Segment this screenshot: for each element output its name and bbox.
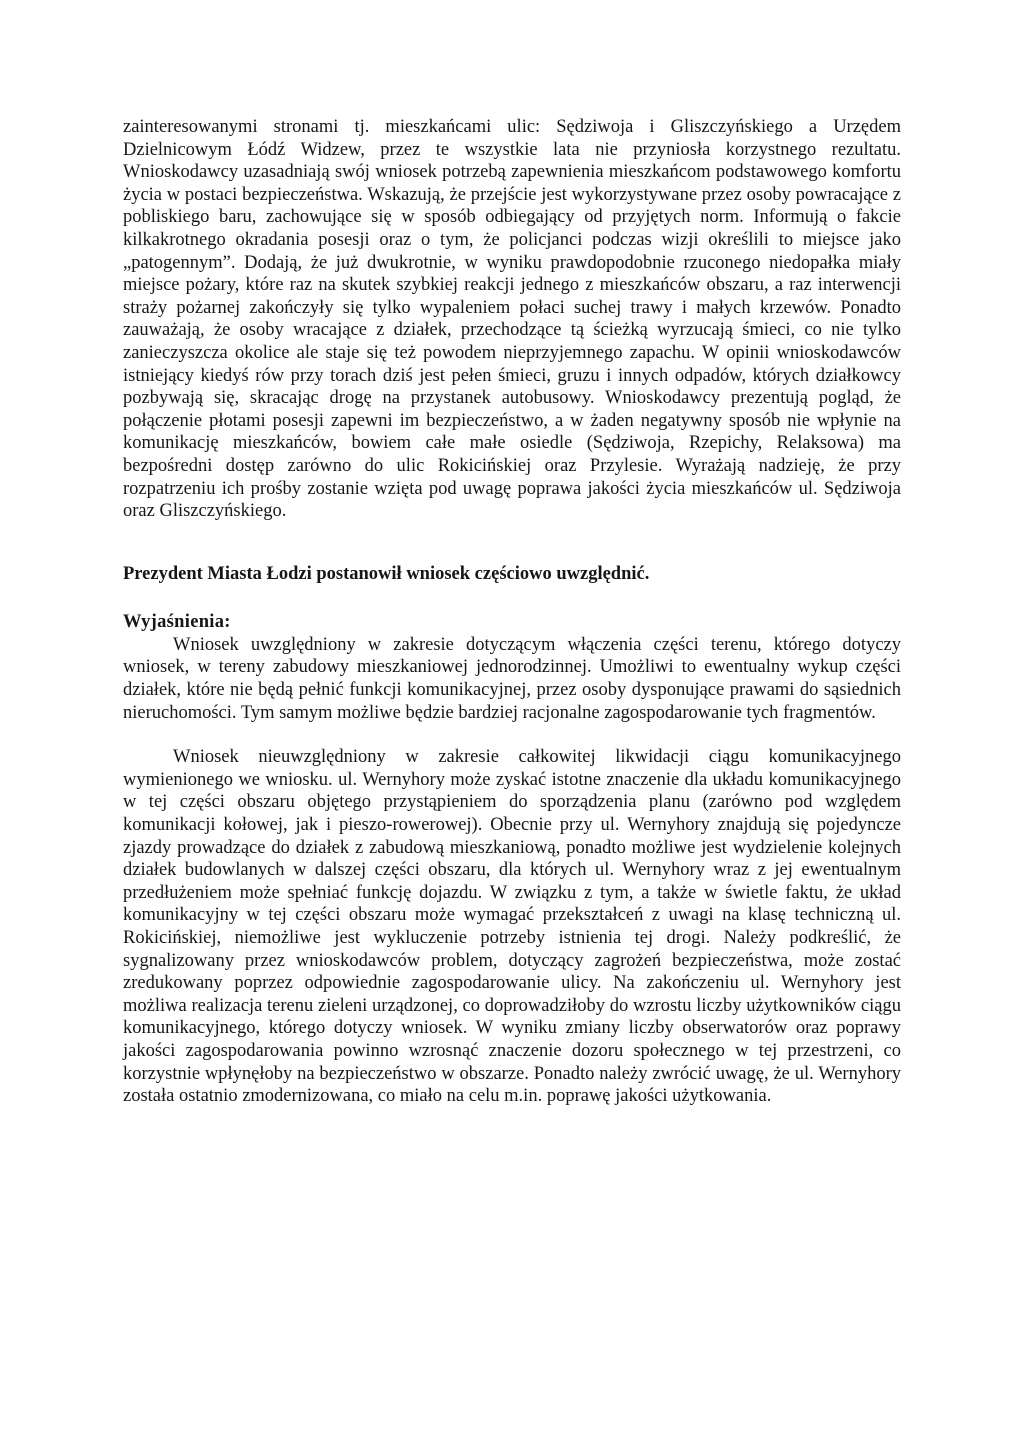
document-body [123, 116, 901, 1108]
decision-statement: Prezydent Miasta Łodzi postanowił wniosek częściowo uwzględnić. [123, 563, 650, 584]
explanation-paragraph-accepted: Wniosek uwzględniony w zakresie dotyczącym włączenia części terenu, którego dotyczy wniosek, w tereny zabudowy mieszkaniowej jednorodzinnej. Umożliwi to ewentualny wykup części działek, które nie będą pełnić funkcji komunikacyjnej, przez osoby dysponujące prawami do sąsiednich nieruchomości. Tym samym możliwe będzie bardziej racjonalne zagospodarowanie tych fragmentów. [123, 634, 901, 723]
explanations-heading: Wyjaśnienia: [123, 612, 231, 633]
explanation-paragraph-rejected: Wniosek nieuwzględniony w zakresie całkowitej likwidacji ciągu komunikacyjnego wymienionego we wniosku. ul. Wernyhory może zyskać istotne znaczenie dla układu komunikacyjnego w tej części obszaru objętego przystąpieniem do sporządzenia planu (zarówno pod względem komunikacji kołowej, jak i pieszo-rowerowej). Obecnie przy ul. Wernyhory znajdują się pojedyncze zjazdy prowadzące do działek z zabudową mieszkaniową, ponadto możliwe jest wydzielenie kolejnych działek budowlanych w dalszej części obszaru, dla których ul. Wernyhory wraz z jej ewentualnym przedłużeniem może spełniać funkcję dojazdu. W związku z tym, a także w świetle faktu, że układ komunikacyjny w tej części obszaru może wymagać przekształceń z uwagi na klasę techniczną ul. Rokicińskiej, niemożliwe jest wykluczenie potrzeby istnienia tej drogi. Należy podkreślić, że sygnalizowany przez wnioskodawców problem, dotyczący zagrożeń bezpieczeństwa, może zostać zredukowany poprzez odpowiednie zagospodarowanie ulicy. Na zakończeniu ul. Wernyhory jest możliwa realizacja terenu zieleni urządzonej, co doprowadziłoby do wzrostu liczby użytkowników ciągu komunikacyjnego, którego dotyczy wniosek. W wyniku zmiany liczby obserwatorów oraz poprawy jakości zagospodarowania powinno wzrosnąć znaczenie dozoru społecznego w tej przestrzeni, co korzystnie wpłynęłoby na bezpieczeństwo w obszarze. Ponadto należy zwrócić uwagę, że ul. Wernyhory została ostatnio zmodernizowana, co miało na celu m.in. poprawę jakości użytkowania. [123, 747, 901, 1107]
intro-paragraph: zainteresowanymi stronami tj. mieszkańcami ulic: Sędziwoja i Gliszczyńskiego a Urzędem Dzielnicowym Łódź Widzew, przez te wszystkie lata nie przyniosła korzystnego rezultatu. Wnioskodawcy uzasadniają swój wniosek potrzebą zapewnienia mieszkańcom podstawowego komfortu życia w postaci bezpieczeństwa. Wskazują, że przejście jest wykorzystywane przez osoby powracające z pobliskiego baru, zachowujące się w sposób odbiegający od przyjętych norm. Informują o fakcie kilkakrotnego okradania posesji oraz o tym, że policjanci podczas wizji określili to miejsce jako „patogennym”. Dodają, że już dwukrotnie, w wyniku prawdopodobnie rzuconego niedopałka miały miejsce pożary, które raz na skutek szybkiej reakcji jednego z mieszkańców obszaru, a raz interwencji straży pożarnej zakończyły się tylko wypaleniem połaci suchej trawy i małych krzewów. Ponadto zauważają, że osoby wracające z działek, przechodzące tą ścieżką wyrzucają śmieci, co nie tylko zanieczyszcza okolice ale staje się też powodem nieprzyjemnego zapachu. W opinii wnioskodawców istniejący kiedyś rów przy torach dziś jest pełen śmieci, gruzu i innych odpadów, których działkowcy pozbywają się, skracając drogę na przystanek autobusowy. Wnioskodawcy prezentują pogląd, że połączenie płotami posesji zapewni im bezpieczeństwo, a w żaden negatywny sposób nie wpłynie na komunikację mieszkańców, bowiem całe małe osiedle (Sędziwoja, Rzepichy, Relaksowa) ma bezpośredni dostęp zarówno do ulic Rokicińskiej oraz Przylesie. Wyrażają nadzieję, że przy rozpatrzeniu ich prośby zostanie wzięta pod uwagę poprawa jakości życia mieszkańców ul. Sędziwoja oraz Gliszczyńskiego. [123, 117, 901, 522]
